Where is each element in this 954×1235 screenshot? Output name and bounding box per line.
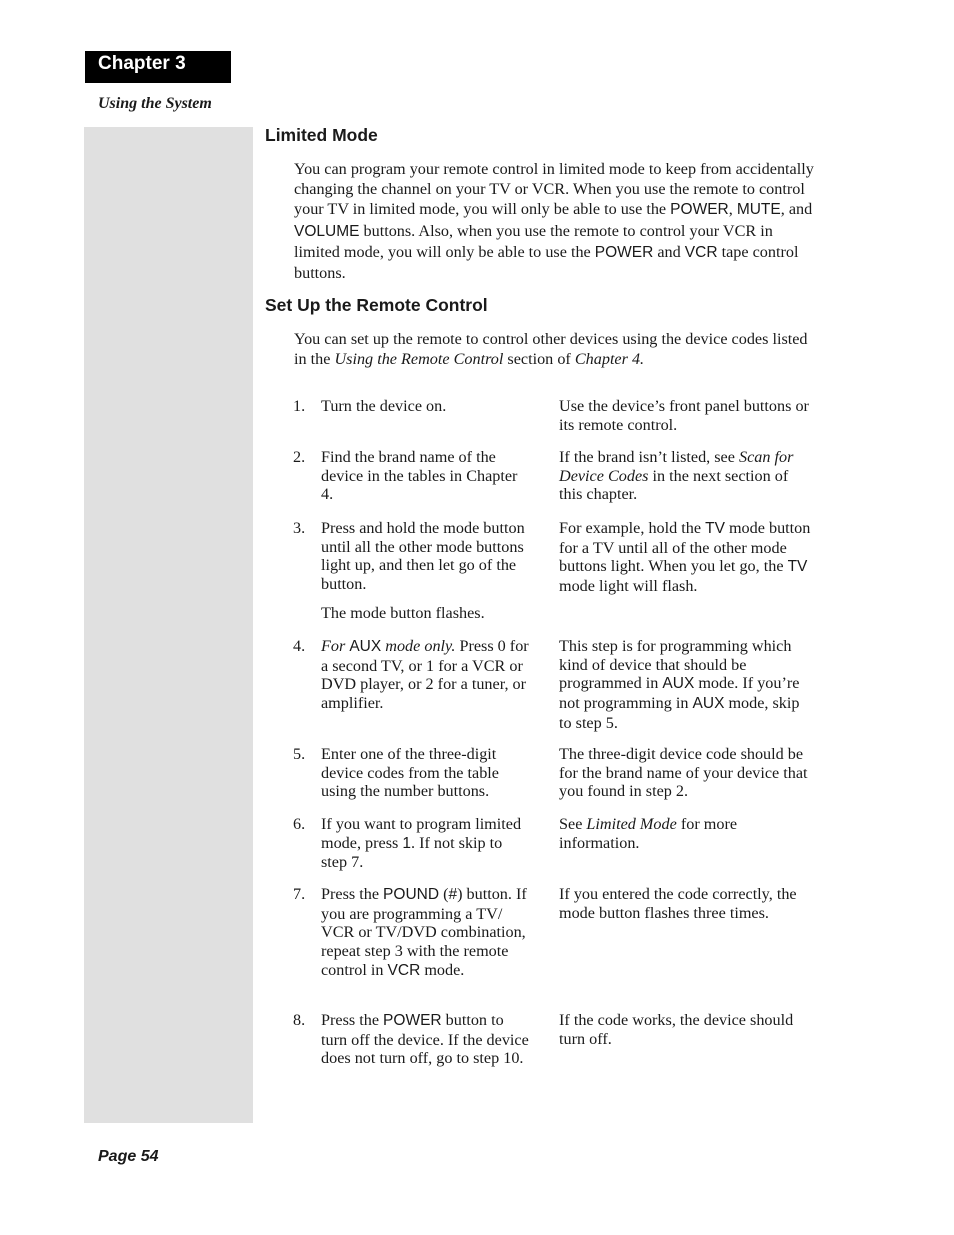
reference: Scan for Device Codes (559, 448, 794, 485)
step-note (559, 815, 811, 852)
step-note: If you entered the code correctly, the mode button flashes three times. (559, 885, 797, 922)
reference: Using the Remote Control (334, 350, 504, 369)
text: mode. If you’re not programming in (559, 674, 800, 713)
limited-mode-paragraph (294, 159, 816, 283)
section-label: Using the System (98, 95, 212, 112)
step-number: 6. (293, 815, 306, 833)
text: For example, hold the (559, 519, 702, 537)
text: for more information. (559, 815, 738, 852)
step-action (321, 1011, 531, 1068)
text: For (321, 637, 346, 655)
step-action (321, 519, 531, 623)
chapter-label: Chapter 3 (98, 53, 186, 74)
text: . If not skip to step 7. (321, 833, 503, 872)
vcr-key: VCR (684, 243, 718, 261)
step-note (559, 637, 811, 733)
step-action: Turn the device on. (321, 397, 447, 415)
reference: Chapter 4. (574, 350, 645, 369)
text: mode, skip to step 5. (559, 694, 800, 732)
aux-key: AUX (662, 675, 695, 693)
text: , (728, 200, 733, 219)
vcr-key: VCR (387, 961, 421, 979)
step-action: Find the brand name of the device in the tables in Chapter 4. (321, 448, 518, 504)
text: You can set up the remote to control other devices using the device codes listed in the (294, 330, 808, 369)
step-number: 5. (293, 745, 306, 763)
text: section of (507, 350, 571, 369)
text: Press the (321, 885, 379, 903)
volume-key: VOLUME (294, 222, 360, 240)
step-note: The three-digit device code should be for the brand name of your device that you found in step 2. (559, 745, 808, 801)
step-action (321, 815, 531, 872)
step-number: 4. (293, 637, 306, 655)
text: Press and hold the mode button until all the other mode buttons light up, and then let go of the button. (321, 519, 525, 594)
text: tape control buttons. (294, 242, 799, 283)
tv-key: TV (705, 520, 725, 537)
text: ) button. If you are programming a TV/ VCR or TV/DVD combination, repeat step 3 with the remote control in (321, 885, 527, 979)
text: This step is for programming which kind of device that should be programmed in (559, 637, 792, 693)
page-number: Page 54 (98, 1148, 159, 1165)
step-note (559, 448, 811, 504)
tv-key: TV (787, 558, 808, 576)
step-number: 2. (293, 448, 306, 466)
mute-key: MUTE (736, 201, 781, 219)
power-key: POWER (594, 243, 654, 261)
step-action: Enter one of the three-digit device codes from the table using the number buttons. (321, 745, 499, 801)
step-note (559, 519, 811, 596)
step-number: 1. (293, 397, 306, 415)
sidebar-margin (84, 127, 253, 1123)
text: mode. (424, 960, 465, 979)
one-key: 1 (402, 834, 411, 852)
step-result: The mode button flashes. (321, 603, 485, 622)
step-number: 7. (293, 885, 306, 903)
text: Press the (321, 1011, 379, 1029)
text: in the next section of this chapter. (559, 466, 789, 504)
aux-key: AUX (692, 695, 725, 713)
reference: Limited Mode (586, 815, 677, 833)
text: You can program your remote control in limited mode to keep from accidentally changing the channel on your TV or VCR. When you use the remote to control your TV in limited mode, you will only be able to use the (294, 160, 814, 219)
step-action (321, 885, 531, 981)
limited-mode-heading: Limited Mode (265, 125, 378, 145)
aux-key: AUX (349, 638, 382, 655)
text: ( (443, 885, 449, 903)
pound-key: POUND (383, 886, 440, 903)
text: If the brand isn’t listed, see (559, 448, 735, 466)
step-note: If the code works, the device should turn off. (559, 1011, 794, 1048)
text: buttons. Also, when you use the remote to control your VCR in limited mode, you will only be able to use the (294, 221, 773, 261)
text: and (657, 242, 681, 261)
setup-intro (294, 329, 816, 369)
setup-heading: Set Up the Remote Control (265, 295, 488, 315)
step-action (321, 637, 531, 713)
power-key: POWER (670, 201, 729, 219)
text: See (559, 815, 583, 833)
hash-key: # (448, 886, 458, 903)
text: Press 0 for a second TV, or 1 for a VCR or DVD player, or 2 for a tuner, or amplifier. (321, 637, 529, 713)
text: mode only. (385, 637, 456, 655)
power-key: POWER (383, 1012, 442, 1029)
text: mode light will flash. (559, 577, 698, 596)
text: If you want to program limited mode, press (321, 815, 522, 852)
text: button to turn off the device. If the device does not turn off, go to step 10. (321, 1011, 529, 1068)
text: , and (780, 200, 813, 219)
step-number: 8. (293, 1011, 306, 1029)
text: mode button for a TV until all of the other mode buttons light. When you let go, the (559, 519, 811, 576)
step-number: 3. (293, 519, 306, 537)
step-note: Use the device’s front panel buttons or its remote control. (559, 397, 809, 434)
chapter-tab (85, 51, 231, 83)
